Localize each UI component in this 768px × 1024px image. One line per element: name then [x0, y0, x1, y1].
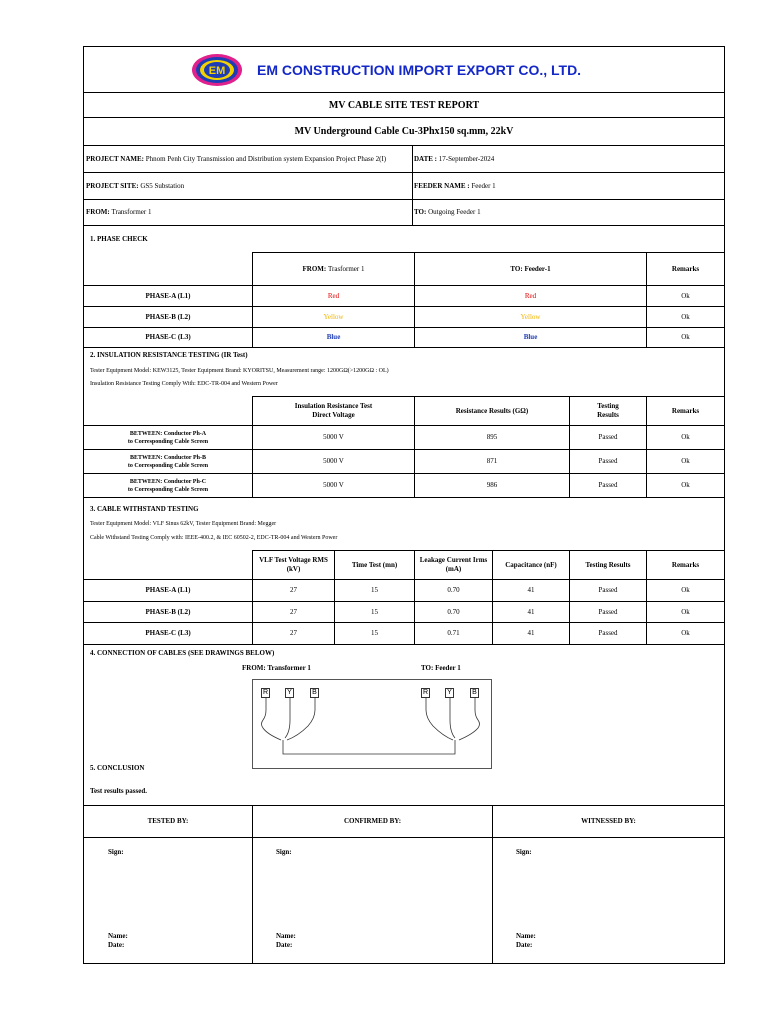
sign-label: Sign: [276, 848, 292, 856]
ws-status: Passed [598, 586, 618, 594]
ws-header-voltage-line1: VLF Test Voltage RMS [259, 556, 328, 564]
ws-remarks: Ok [681, 629, 690, 637]
ws-header-results: Testing Results [585, 560, 631, 569]
ws-header-voltage-line2: (kV) [286, 565, 301, 573]
phase-header-from [253, 253, 414, 285]
report-title: MV CABLE SITE TEST REPORT [328, 99, 480, 111]
feeder-name-row [414, 173, 496, 199]
ws-header-leakage-line2: (mA) [445, 565, 462, 573]
ws-header-time: Time Test (mn) [351, 560, 398, 569]
ws-voltage: 27 [290, 607, 297, 616]
svg-text:EM: EM [208, 65, 226, 77]
ws-header-capacitance: Capacitance (nF) [505, 560, 557, 569]
phase-from-color: Blue [326, 333, 341, 341]
ir-voltage: 5000 V [323, 457, 344, 465]
from-row [86, 200, 151, 225]
date-label: Date: [516, 941, 533, 949]
project-site-label: PROJECT SITE: [86, 181, 139, 190]
sign-label: Sign: [108, 848, 124, 856]
withstand-comply: Cable Withstand Testing Comply with: IEEE-400.2, & IEC 60502-2, EDC-TR-004 and Western Power [90, 535, 338, 541]
phase-label: PHASE-A (L1) [145, 291, 191, 300]
withstand-table [84, 550, 724, 644]
ir-status: Passed [598, 457, 618, 465]
conclusion-text: Test results passed. [90, 787, 147, 795]
ir-between [84, 426, 252, 449]
ws-remarks: Ok [681, 607, 690, 616]
ir-between-line1: BETWEEN: Conductor Ph-C [129, 478, 207, 485]
sign-label: Sign: [516, 848, 532, 856]
ws-voltage: 27 [290, 586, 297, 594]
ws-status: Passed [598, 607, 618, 616]
ws-header-leakage-line1: Leakage Current Irms [419, 556, 488, 564]
insulation-title: 2. INSULATION RESISTANCE TESTING (IR Test) [90, 351, 248, 359]
terminal-y-to: Y [445, 688, 454, 698]
project-site-value: GS5 Substation [140, 181, 185, 190]
ir-remarks: Ok [681, 457, 690, 465]
ws-capacitance: 41 [527, 629, 535, 637]
ws-header-leakage [415, 551, 492, 579]
ir-between [84, 474, 252, 497]
phase-header-from-label: FROM: [302, 264, 327, 273]
to-label: TO: [414, 208, 427, 216]
terminal-b-to: B [470, 688, 479, 698]
date-value: 17-September-2024 [438, 154, 495, 163]
withstand-title: 3. CABLE WITHSTAND TESTING [90, 505, 199, 513]
report-subtitle: MV Underground Cable Cu-3Phx150 sq.mm, 22kV [294, 126, 514, 137]
name-label: Name: [516, 932, 536, 940]
ws-leakage: 0.71 [447, 629, 460, 637]
phase-remarks: Ok [681, 333, 690, 341]
project-name-value: Phnom Penh City Transmission and Distribution system Expansion Project Phase 2(I) [145, 154, 387, 163]
project-site-row [86, 173, 184, 199]
to-value: Outgoing Feeder 1 [428, 208, 481, 216]
ws-remarks: Ok [681, 586, 690, 594]
project-name-label: PROJECT NAME: [86, 154, 145, 163]
ws-time: 15 [371, 586, 378, 594]
to-row [414, 200, 481, 225]
ir-voltage: 5000 V [323, 433, 344, 441]
ws-time: 15 [371, 629, 378, 637]
ws-phase: PHASE-B (L2) [145, 607, 191, 616]
ir-between-line1: BETWEEN: Conductor Ph-A [129, 430, 207, 437]
terminal-b-from: B [310, 688, 319, 698]
ir-header-results: Resistance Results (GΩ) [455, 406, 529, 415]
date-label: Date: [108, 941, 125, 949]
feeder-name-label: FEEDER NAME : [414, 181, 470, 190]
ir-header-voltage-line1: Insulation Resistance Test [294, 402, 373, 410]
ir-result: 871 [486, 457, 498, 465]
ws-leakage: 0.70 [447, 586, 460, 594]
phase-from-color: Yellow [323, 312, 344, 321]
ws-header-remarks: Remarks [671, 560, 700, 569]
ir-status: Passed [598, 433, 618, 441]
ws-capacitance: 41 [527, 607, 535, 616]
from-label: FROM: [86, 208, 110, 216]
from-value: Transformer 1 [111, 208, 152, 216]
phase-label: PHASE-C (L3) [145, 333, 191, 341]
phase-header-remarks: Remarks [671, 264, 700, 273]
ir-result: 895 [486, 433, 498, 441]
ir-header-remarks: Remarks [671, 406, 700, 415]
date-label: Date: [276, 941, 293, 949]
ws-header-voltage [253, 551, 334, 579]
ir-result: 986 [486, 481, 498, 489]
confirmed-by-header: CONFIRMED BY: [343, 817, 402, 825]
ir-between-line2: to Corresponding Cable Screen [127, 486, 209, 493]
phase-header-to: TO: Feeder-1 [510, 264, 551, 273]
test-report-document [83, 46, 725, 964]
company-name: EM CONSTRUCTION IMPORT EXPORT CO., LTD. [257, 62, 582, 78]
conclusion-title: 5. CONCLUSION [90, 764, 145, 772]
ir-between-line2: to Corresponding Cable Screen [127, 438, 209, 445]
connection-to-label: TO: Feeder 1 [421, 664, 461, 672]
phase-to-color: Red [524, 291, 537, 300]
ir-header-voltage-line2: Direct Voltage [312, 411, 355, 419]
ws-capacitance: 41 [527, 586, 535, 594]
cable-lines [253, 680, 491, 768]
ws-voltage: 27 [290, 629, 297, 637]
ws-phase: PHASE-A (L1) [145, 586, 191, 594]
ws-time: 15 [371, 607, 378, 616]
phase-check-table [84, 252, 724, 347]
phase-remarks: Ok [681, 291, 690, 300]
cable-connection-drawing [252, 679, 492, 769]
connection-title: 4. CONNECTION OF CABLES (SEE DRAWINGS BELOW) [90, 649, 275, 657]
ws-status: Passed [598, 629, 618, 637]
phase-to-color: Yellow [520, 312, 541, 321]
phase-from-color: Red [327, 291, 340, 300]
ws-leakage: 0.70 [447, 607, 460, 616]
name-label: Name: [108, 932, 128, 940]
witnessed-by-header: WITNESSED BY: [581, 817, 636, 825]
terminal-r-from: R [262, 689, 269, 696]
company-logo [190, 52, 244, 88]
ir-remarks: Ok [681, 433, 690, 441]
feeder-name-value: Feeder 1 [471, 181, 496, 190]
insulation-equipment: Tester Equipment Model: KEW3125, Tester Equipment Brand: KYORITSU, Measurement range: 1200GΩ(>1200GΩ : OL) [90, 368, 389, 374]
phase-label: PHASE-B (L2) [145, 312, 191, 321]
ir-between [84, 450, 252, 473]
withstand-equipment: Tester Equipment Model: VLF Sinus 62kV, Tester Equipment Brand: Megger [90, 521, 277, 527]
ir-between-line2: to Corresponding Cable Screen [127, 462, 209, 469]
date-row [414, 146, 494, 172]
ir-status: Passed [598, 481, 618, 489]
insulation-comply: Insulation Resistance Testing Comply With: EDC-TR-004 and Western Power [90, 381, 278, 387]
ir-header-testing-line2: Results [597, 411, 619, 419]
ir-between-line1: BETWEEN: Conductor Ph-B [130, 454, 206, 461]
ir-header-voltage [253, 397, 414, 425]
project-name-row [86, 146, 410, 172]
phase-remarks: Ok [681, 312, 690, 321]
insulation-table [84, 396, 724, 498]
date-label: DATE : [414, 154, 438, 163]
terminal-r-to: R [422, 689, 429, 696]
ir-header-testing-line1: Testing [597, 402, 619, 410]
tested-by-header: TESTED BY: [147, 817, 189, 825]
terminal-y-from: Y [285, 688, 294, 698]
name-label: Name: [276, 932, 296, 940]
ws-phase: PHASE-C (L3) [145, 629, 191, 637]
connection-from-label: FROM: Transformer 1 [242, 664, 311, 672]
ir-voltage: 5000 V [323, 481, 344, 489]
ir-header-testing [570, 397, 646, 425]
ir-remarks: Ok [681, 481, 690, 489]
phase-to-color: Blue [523, 333, 538, 341]
phase-header-from-value: Trasformer 1 [327, 264, 365, 273]
phase-check-title: 1. PHASE CHECK [90, 235, 148, 243]
